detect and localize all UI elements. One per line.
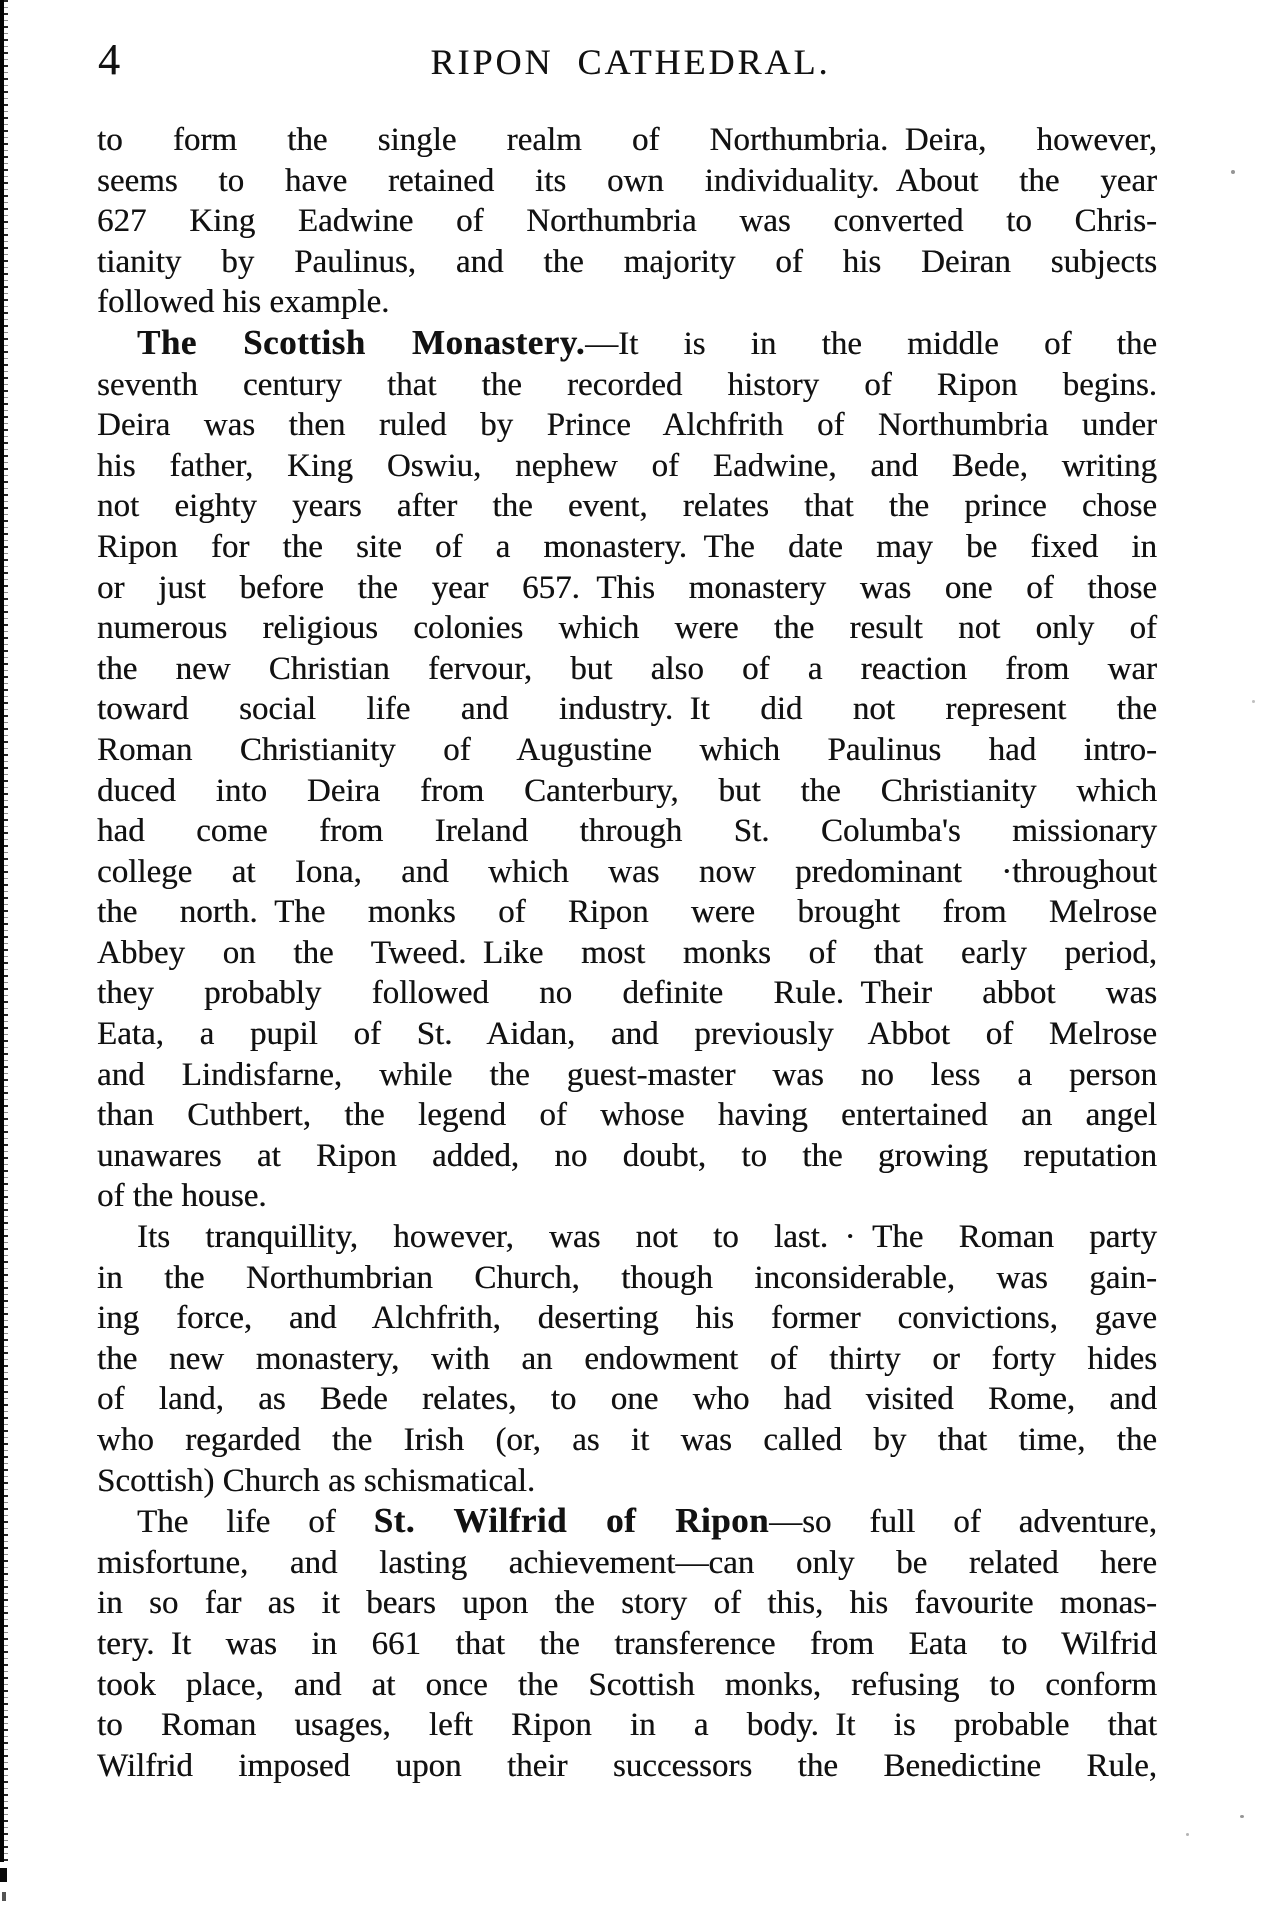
scan-speck (1231, 170, 1235, 174)
text-line (97, 649, 1157, 690)
scan-edge-mark (0, 1868, 7, 1882)
text-segment: his father, King Oswiu, nephew of Eadwine, and Bede, writing (97, 447, 1157, 484)
text-segment: —so full of adventure, (769, 1504, 1157, 1541)
text-line (97, 1746, 1157, 1787)
text-line (97, 608, 1157, 649)
text-line (97, 568, 1157, 609)
text-line (97, 1461, 1157, 1502)
text-line (97, 1543, 1157, 1584)
text-line (97, 120, 1157, 161)
text-segment: unawares at Ripon added, no doubt, to the growing reputation (97, 1137, 1157, 1174)
text-line (97, 242, 1157, 283)
text-segment: Ripon for the site of a monastery. The date may be fixed in (97, 528, 1157, 565)
text-segment: in so far as it bears upon the story of this, his favourite monas- (97, 1585, 1157, 1622)
text-segment: the north. The monks of Ripon were brought from Melrose (97, 894, 1157, 931)
text-segment: 627 King Eadwine of Northumbria was converted to Chris- (97, 203, 1157, 240)
text-line (97, 446, 1157, 487)
text-segment: misfortune, and lasting achievement—can only be related here (97, 1544, 1157, 1581)
paragraph (97, 1217, 1157, 1501)
text-segment: not eighty years after the event, relates that the prince chose (97, 488, 1157, 525)
text-line (97, 1624, 1157, 1665)
text-segment: —It is in the middle of the (585, 325, 1157, 362)
text-line (97, 730, 1157, 771)
text-segment: had come from Ireland through St. Columba's missionary (97, 813, 1157, 850)
text-segment: in the Northumbrian Church, though inconsiderable, was gain- (97, 1259, 1157, 1296)
text-line (97, 1420, 1157, 1461)
text-segment: the new monastery, with an endowment of thirty or forty hides (97, 1340, 1157, 1377)
running-title: RIPON CATHEDRAL. (430, 42, 831, 82)
text-segment: Deira was then ruled by Prince Alchfrith of Northumbria under (97, 407, 1157, 444)
text-segment: or just before the year 657. This monastery was one of those (97, 569, 1157, 606)
text-line (97, 1379, 1157, 1420)
text-line (97, 1298, 1157, 1339)
text-segment: tery. It was in 661 that the transference from Eata to Wilfrid (97, 1625, 1157, 1662)
scan-binding-edge-ticks (4, 0, 8, 1862)
text-line (97, 527, 1157, 568)
bold-heading: St. Wilfrid of Ripon (373, 1501, 770, 1541)
scan-speck (1186, 1833, 1189, 1836)
text-segment: seems to have retained its own individuality. About the year (97, 162, 1157, 199)
text-line (97, 161, 1157, 202)
scan-speck (1240, 1815, 1244, 1818)
text-segment: than Cuthbert, the legend of whose having entertained an angel (97, 1097, 1157, 1134)
text-segment: duced into Deira from Canterbury, but the Christianity which (97, 772, 1157, 809)
text-line (97, 1055, 1157, 1096)
paragraph (97, 1501, 1157, 1786)
text-segment: took place, and at once the Scottish monks, refusing to conform (97, 1666, 1157, 1703)
text-line (97, 1665, 1157, 1706)
text-segment: Abbey on the Tweed. Like most monks of that early period, (97, 934, 1157, 971)
text-segment: to Roman usages, left Ripon in a body. It is probable that (97, 1707, 1157, 1744)
text-segment: numerous religious colonies which were the result not only of (97, 610, 1157, 647)
text-segment: who regarded the Irish (or, as it was called by that time, the (97, 1422, 1157, 1458)
text-line (97, 323, 1157, 365)
scan-edge-mark (2, 1892, 6, 1901)
text-segment: Its tranquillity, however, was not to last. · The Roman party (137, 1219, 1157, 1256)
text-segment: they probably followed no definite Rule. Their abbot was (97, 975, 1157, 1012)
text-segment: Wilfrid imposed upon their successors the Benedictine Rule, (97, 1747, 1157, 1784)
text-line (97, 1583, 1157, 1624)
text-segment: Roman Christianity of Augustine which Paulinus had intro- (97, 731, 1157, 768)
text-segment: college at Iona, and which was now predominant ·throughout (97, 853, 1157, 890)
text-line (97, 282, 1157, 323)
text-line (97, 771, 1157, 812)
text-line (97, 486, 1157, 527)
text-line (97, 933, 1157, 974)
text-line (97, 1014, 1157, 1055)
text-segment: followed his example. (97, 284, 390, 321)
text-line (97, 892, 1157, 933)
page-number: 4 (98, 35, 120, 84)
scan-speck (1252, 700, 1255, 703)
text-segment: Scottish) Church as schismatical. (97, 1462, 536, 1499)
text-segment: and Lindisfarne, while the guest-master was no less a person (97, 1056, 1157, 1093)
text-line (97, 405, 1157, 446)
text-segment: of the house. (97, 1178, 267, 1215)
text-line (97, 1258, 1157, 1299)
text-line (97, 201, 1157, 242)
text-line (97, 1095, 1157, 1136)
text-segment: tianity by Paulinus, and the majority of his Deiran subjects (97, 243, 1157, 280)
text-segment: Eata, a pupil of St. Aidan, and previously Abbot of Melrose (97, 1016, 1157, 1053)
text-line (97, 852, 1157, 893)
text-line (97, 973, 1157, 1014)
text-line (97, 1339, 1157, 1380)
text-segment: seventh century that the recorded history of Ripon begins. (97, 366, 1157, 403)
text-segment: ing force, and Alchfrith, deserting his former convictions, gave (97, 1300, 1157, 1337)
text-line (97, 1136, 1157, 1177)
text-segment: of land, as Bede relates, to one who had visited Rome, and (97, 1381, 1157, 1418)
paragraph (97, 120, 1157, 323)
text-line (97, 689, 1157, 730)
text-block (97, 120, 1157, 1786)
bold-heading: The Scottish Monastery. (137, 322, 586, 362)
paragraph (97, 323, 1157, 1217)
text-line (97, 1705, 1157, 1746)
text-line (97, 1501, 1157, 1543)
text-line (97, 811, 1157, 852)
text-line (97, 1176, 1157, 1217)
text-line (97, 365, 1157, 406)
text-segment: toward social life and industry. It did not represent the (97, 691, 1157, 728)
text-segment: The life of (137, 1504, 374, 1541)
text-line (97, 1217, 1157, 1258)
text-segment: to form the single realm of Northumbria. Deira, however, (97, 122, 1157, 158)
text-segment: the new Christian fervour, but also of a reaction from war (97, 650, 1157, 687)
